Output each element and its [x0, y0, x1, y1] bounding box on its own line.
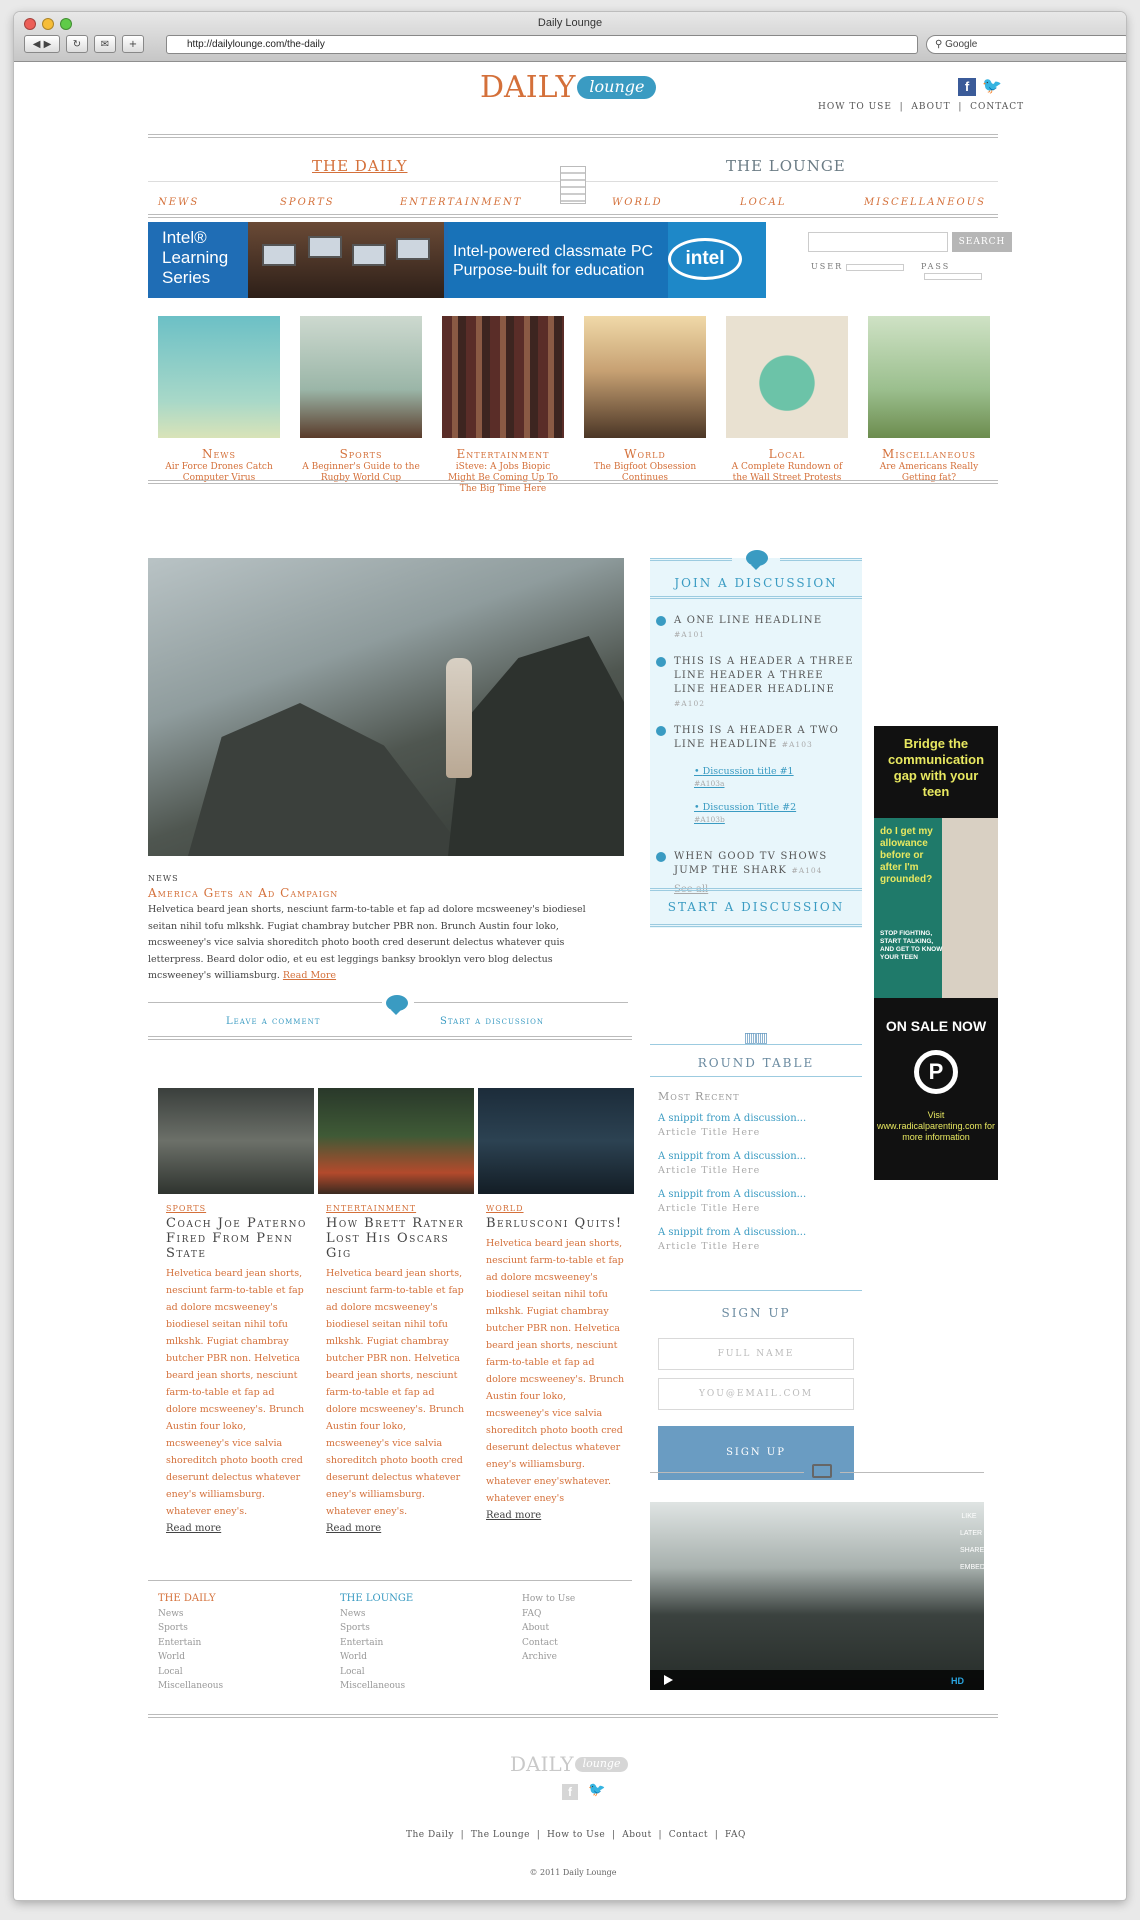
round-table-icon: ▥▥	[743, 1030, 767, 1046]
nav-news[interactable]: NEWS	[158, 197, 200, 208]
footer-logo[interactable]: DAILY lounge	[510, 1752, 628, 1776]
article-world	[486, 1204, 628, 1521]
tab-the-daily[interactable]: THE DAILY	[312, 157, 408, 175]
ad-photo: do I get my allowance before or after I'm grounded? STOP FIGHTING, START TALKING, AND GET TO KNOW YOUR TEEN	[874, 818, 998, 998]
footer-link[interactable]: News	[158, 1608, 184, 1619]
tile-image	[726, 316, 848, 438]
footer-link[interactable]: The Lounge	[470, 1830, 530, 1840]
copyright: © 2011 Daily Lounge	[529, 1868, 617, 1877]
tile-category: Miscellaneous	[882, 447, 976, 461]
search-input[interactable]	[808, 232, 948, 252]
share-icon[interactable]: SHARE	[960, 1547, 985, 1554]
article-category: WORLD	[486, 1204, 524, 1213]
top-links: HOW TO USE | ABOUT | CONTACT	[818, 102, 1025, 112]
back-forward-button[interactable]: ◀ ▶	[24, 35, 60, 53]
read-more-link[interactable]: Read More	[282, 970, 337, 981]
footer-link[interactable]: World	[340, 1652, 367, 1662]
browser-search[interactable]: ⚲ Google	[926, 35, 1126, 54]
divider	[148, 214, 998, 218]
nav-entertainment[interactable]: ENTERTAINMENT	[400, 197, 523, 208]
divider	[650, 1472, 804, 1473]
video-player[interactable]	[650, 1502, 984, 1690]
footer-lounge-column	[340, 1592, 413, 1694]
ad-laptops-image	[248, 222, 444, 298]
pass-field[interactable]: PASS	[921, 262, 998, 280]
full-name-field[interactable]: FULL NAME	[658, 1338, 854, 1370]
divider	[414, 1002, 628, 1003]
tile-entertainment[interactable]	[442, 316, 564, 495]
article-category: ENTERTAINMENT	[326, 1204, 417, 1213]
footer-facebook-icon[interactable]: f	[562, 1784, 578, 1800]
nav-sports[interactable]: SPORTS	[280, 197, 335, 208]
article-title[interactable]: How Brett Ratner Lost His Oscars Gig	[326, 1216, 465, 1261]
footer-link[interactable]: News	[340, 1608, 366, 1619]
search-icon: ⚲	[935, 39, 946, 50]
discussion-title: JOIN A DISCUSSION	[674, 576, 838, 590]
comment-bubble-icon	[746, 550, 768, 566]
article-thumb-world[interactable]	[478, 1088, 634, 1194]
footer-link[interactable]: Local	[340, 1666, 365, 1677]
like-icon[interactable]: LIKE	[961, 1513, 977, 1520]
read-more-link[interactable]: Read more	[166, 1523, 222, 1534]
ad-series: Intel® Learning Series	[162, 228, 229, 287]
read-more-link[interactable]: Read more	[326, 1523, 382, 1534]
footer-link[interactable]: Entertain	[340, 1637, 384, 1648]
footer-link[interactable]: FAQ	[725, 1830, 746, 1840]
tile-news[interactable]	[158, 316, 280, 484]
footer-link[interactable]: FAQ	[522, 1608, 542, 1619]
reload-icon[interactable]: ↻	[66, 35, 88, 53]
embed-icon[interactable]: EMBED	[960, 1564, 985, 1571]
link-about[interactable]: ABOUT	[911, 102, 951, 112]
ad-tagline: Intel-powered classmate PC Purpose-built for education	[453, 243, 654, 279]
radical-parenting-ad[interactable]	[874, 726, 998, 1180]
tile-image	[300, 316, 422, 438]
divider	[148, 134, 998, 138]
search-button[interactable]: SEARCH	[952, 232, 1012, 252]
footer-link[interactable]: Archive	[522, 1652, 557, 1662]
footer-link[interactable]: Entertain	[158, 1637, 202, 1648]
feature-body: Helvetica beard jean shorts, nesciunt farm-to-table et fap ad dolore mcsweeney's biodiesel seitan nihil tofu mlkshk. Fugiat chambray butcher PBR non. Brunch Austin four loko, mcsweeney's vice salvia shoreditch photo booth cred deserunt delectus whatever quis letterpress. Beard dolor odio, et eu est leggings banksy brooklyn vero blog delectus mcsweeney's williamsburg. Read More	[148, 904, 586, 981]
hd-toggle[interactable]: HD	[951, 1676, 964, 1686]
tile-caption: Air Force Drones Catch Computer Virus	[165, 462, 273, 483]
see-all-link[interactable]: See all	[674, 884, 709, 895]
discussion-item[interactable]: THIS IS A HEADER A THREE LINE HEADER A THREE LINE HEADER HEADLINE #A102	[652, 655, 857, 711]
footer-link[interactable]: Miscellaneous	[340, 1681, 406, 1691]
article-body: Helvetica beard jean shorts, nesciunt farm-to-table et fap ad dolore mcsweeney's biodiesel seitan nihil tofu mlkshk. Fugiat chambray butcher PBR non. Helvetica beard jean shorts, nesciunt farm-to-table et fap ad dolore mcsweeney's. Brunch Austin four loko, mcsweeney's vice salvia shoreditch photo booth cred deserunt delectus whatever eney's williamsburg. whatever eney's.	[166, 1268, 305, 1517]
add-tab-icon[interactable]: +	[122, 35, 144, 53]
tile-image	[158, 316, 280, 438]
tab-the-lounge[interactable]: THE LOUNGE	[726, 157, 846, 175]
signup-title: SIGN UP	[721, 1306, 791, 1320]
nav-world[interactable]: WORLD	[612, 197, 663, 208]
round-table-item[interactable]: A snippit from A discussion... Article Title Here	[658, 1151, 807, 1176]
footer-heading[interactable]: THE LOUNGE	[340, 1593, 414, 1604]
tile-image	[584, 316, 706, 438]
tile-caption: A Complete Rundown of the Wall Street Protests	[731, 462, 843, 483]
tile-local[interactable]	[726, 316, 848, 484]
read-more-link[interactable]: Read more	[486, 1510, 542, 1521]
footer-link[interactable]: Miscellaneous	[158, 1681, 224, 1691]
round-table-title: ROUND TABLE	[697, 1056, 815, 1070]
bookmark-icon[interactable]: ✉	[94, 35, 116, 53]
tile-world[interactable]	[584, 316, 706, 484]
footer-link[interactable]: Contact	[668, 1830, 709, 1840]
page-content	[148, 62, 1025, 1900]
tile-sports[interactable]	[300, 316, 422, 484]
round-table-item[interactable]: A snippit from A discussion... Article Title Here	[658, 1227, 807, 1252]
discussion-list	[652, 614, 857, 895]
article-category: SPORTS	[166, 1204, 207, 1213]
divider	[650, 1076, 862, 1077]
tile-category: Sports	[339, 447, 383, 461]
divider	[586, 181, 998, 182]
footer-link[interactable]: How to Use	[546, 1830, 606, 1840]
footer-heading[interactable]: THE DAILY	[158, 1593, 216, 1604]
round-table-item[interactable]: A snippit from A discussion... Article Title Here	[658, 1113, 807, 1138]
footer-link[interactable]: The Daily	[406, 1830, 454, 1840]
window-title: Daily Lounge	[537, 17, 603, 29]
site-logo[interactable]	[480, 70, 656, 105]
article-thumb-sports[interactable]	[158, 1088, 314, 1194]
footer-link[interactable]: About	[622, 1830, 652, 1840]
browser-window	[14, 12, 1126, 1900]
round-table-list	[658, 1112, 858, 1254]
discussion-item[interactable]: THIS IS A HEADER A TWO LINE HEADLINE #A103	[652, 724, 857, 752]
article-body: Helvetica beard jean shorts, nesciunt farm-to-table et fap ad dolore mcsweeney's biodiesel seitan nihil tofu mlkshk. Fugiat chambray butcher PBR non. Helvetica beard jean shorts, nesciunt farm-to-table et fap ad dolore mcsweeney's. Brunch Austin four loko, mcsweeney's vice salvia shoreditch photo booth cred deserunt delectus whatever eney's williamsburg. whatever eney'swhatever. whatever eney's	[486, 1238, 625, 1504]
play-icon[interactable]	[664, 1675, 673, 1685]
link-contact[interactable]: CONTACT	[970, 102, 1025, 112]
intel-logo: intel	[668, 238, 742, 280]
ad-headline: Bridge the communication gap with your teen	[887, 736, 985, 799]
nav-miscellaneous[interactable]: MISCELLANEOUS	[864, 197, 987, 208]
tile-caption: A Beginner's Guide to the Rugby World Cup	[302, 462, 420, 483]
start-discussion-link[interactable]: Start a discussion	[440, 1016, 544, 1027]
tile-caption: iSteve: A Jobs Biopic Might Be Coming Up To The Big Time Here	[448, 462, 558, 494]
browser-titlebar	[14, 12, 1126, 62]
discussion-item[interactable]: WHEN GOOD TV SHOWS JUMP THE SHARK #A104	[652, 850, 857, 878]
tile-miscellaneous[interactable]	[868, 316, 990, 484]
tile-category: Local	[768, 447, 806, 461]
footer-bottom-links: The Daily | The Lounge | How to Use | About | Contact | FAQ	[406, 1830, 746, 1840]
page	[14, 62, 1126, 1900]
comment-bubble-icon	[386, 995, 408, 1011]
ad-on-sale: ON SALE NOW	[885, 1018, 987, 1034]
divider	[148, 1714, 998, 1718]
logo-daily: DAILY	[480, 70, 576, 105]
leave-comment-link[interactable]: Leave a comment	[226, 1016, 321, 1027]
discussion-sub-item[interactable]: • Discussion Title #2 #A103b	[694, 802, 797, 824]
video-control-bar	[650, 1670, 984, 1690]
feature-image[interactable]	[148, 558, 624, 856]
url-bar[interactable]: http://dailylounge.com/the-daily	[166, 35, 918, 54]
round-table-subtitle: Most Recent	[658, 1090, 740, 1103]
divider	[148, 1580, 632, 1581]
later-icon[interactable]: LATER	[960, 1530, 983, 1537]
start-discussion-button[interactable]: START A DISCUSSION	[667, 900, 845, 914]
article-title[interactable]: Coach Joe Paterno Fired From Penn State	[166, 1216, 307, 1261]
footer-daily-column	[158, 1592, 223, 1694]
discussion-sub-item[interactable]: • Discussion title #1 #A103a	[694, 766, 794, 788]
divider	[148, 1036, 632, 1040]
facebook-icon[interactable]: f	[958, 78, 976, 96]
footer-link[interactable]: About	[522, 1623, 550, 1633]
divider	[148, 480, 998, 484]
user-field[interactable]: USER	[811, 262, 904, 271]
tile-category: World	[624, 447, 666, 461]
footer-link[interactable]: Contact	[522, 1637, 558, 1648]
article-title[interactable]: Berlusconi Quits!	[486, 1216, 623, 1231]
article-sports	[166, 1204, 308, 1534]
footer-link[interactable]: Sports	[340, 1623, 370, 1633]
feature-title[interactable]: America Gets an Ad Campaign	[148, 886, 339, 900]
tile-image	[868, 316, 990, 438]
divider	[148, 1002, 382, 1003]
footer-twitter-icon[interactable]: 🐦	[588, 1782, 606, 1798]
footer-link[interactable]: World	[158, 1652, 185, 1662]
divider	[148, 181, 560, 182]
footer-link[interactable]: Local	[158, 1666, 183, 1677]
nav-local[interactable]: LOCAL	[740, 197, 787, 208]
tv-icon	[812, 1464, 832, 1478]
article-body: Helvetica beard jean shorts, nesciunt farm-to-table et fap ad dolore mcsweeney's biodiesel seitan nihil tofu mlkshk. Fugiat chambray butcher PBR non. Helvetica beard jean shorts, nesciunt farm-to-table et fap ad dolore mcsweeney's. Brunch Austin four loko, mcsweeney's vice salvia shoreditch photo booth cred deserunt delectus whatever eney's williamsburg. whatever eney's.	[326, 1268, 465, 1517]
tile-caption: The Bigfoot Obsession Continues	[593, 462, 697, 483]
tile-caption: Are Americans Really Getting fat?	[879, 462, 979, 483]
nav-buttons	[24, 35, 144, 53]
twitter-icon[interactable]: 🐦	[982, 76, 1002, 95]
tile-category: News	[201, 447, 237, 461]
newspaper-icon	[560, 166, 586, 204]
logo-lounge: lounge	[577, 76, 656, 99]
signup-button[interactable]: SIGN UP	[658, 1426, 854, 1480]
tile-category: Entertainment	[456, 447, 550, 461]
discussion-item[interactable]: A ONE LINE HEADLINE #A101	[652, 614, 857, 642]
ad-logo-icon: P	[914, 1050, 958, 1094]
divider	[650, 1290, 862, 1291]
ad-visit-text: Visit www.radicalparenting.com for more information	[876, 1110, 996, 1142]
link-how-to-use[interactable]: HOW TO USE	[818, 102, 892, 112]
tile-image	[442, 316, 564, 438]
join-discussion-panel	[650, 558, 862, 928]
footer-misc-column	[522, 1592, 575, 1665]
video-side-controls	[960, 1508, 985, 1576]
footer-link[interactable]: Sports	[158, 1623, 188, 1633]
email-field[interactable]: YOU@EMAIL.COM	[658, 1378, 854, 1410]
article-entertainment	[326, 1204, 468, 1534]
intel-ad-banner[interactable]	[148, 222, 766, 298]
footer-link[interactable]: How to Use	[522, 1594, 576, 1604]
round-table-item[interactable]: A snippit from A discussion... Article Title Here	[658, 1189, 807, 1214]
article-thumb-entertainment[interactable]	[318, 1088, 474, 1194]
divider	[840, 1472, 984, 1473]
feature-category: NEWS	[148, 874, 179, 883]
